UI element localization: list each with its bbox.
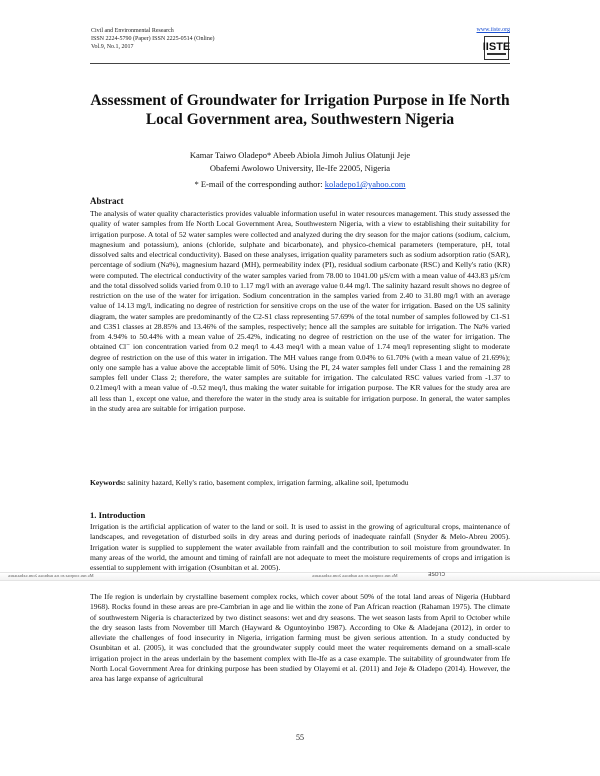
paper-title: Assessment of Groundwater for Irrigation Purpose in Ife North Local Government area, Southwestern Nigeria: [90, 92, 510, 128]
paper-affiliation: Obafemi Awolowo University, Ile-Ife 22005, Nigeria: [209, 163, 391, 173]
email-link[interactable]: koladepo1@yahoo.com: [324, 179, 406, 189]
logo-bar: [487, 53, 506, 55]
page-number: 55: [296, 733, 304, 742]
introduction-paragraph-2: The Ife region is underlain by crystalline basement complex rocks, which cover about 50% of the total land areas of Nigeria (Hubbard 1968). Rocks found in these areas are pre-Cambrian in age and lie within the zone of Pan African reaction (Rahaman 1975). The climate of southwestern Nigeria is characterized by two distinct seasons: wet and dry seasons. The wet season lasts from April to October while the dry season lasts from November till March (Hayward & Oguntoyinbo 1987). According to Oke & Aladejana (2012), in order to alleviate the challenges of food insecurity in Nigeria, irrigation farming must be given serious attention. In a study conducted by Osunbitan et al. (2005), it was concluded that the groundwater supply could meet the water requirements demand on a small-scale irrigation project in the areas underlain by the basement complex with Ile-Ife as a case example. The suitability of groundwater from Ife North Local Government Area for drinking purpose has been studied by Olayemi et al. (2011) and Jeje & Oladepo (2014). However, the area has large expanse of agricultural: [90, 592, 510, 683]
email-label: * E-mail of the corresponding author:: [194, 179, 323, 189]
corresponding-email: [90, 179, 510, 190]
logo-text: IISTE: [482, 40, 511, 53]
cookie-close-button[interactable]: ƎSOꞀƆ: [428, 572, 445, 578]
journal-volume: Vol.9, No.1, 2017: [91, 44, 134, 50]
journal-header: [91, 27, 215, 51]
header-divider: [90, 63, 510, 64]
iiste-logo: [484, 36, 509, 60]
journal-name: Civil and Environmental Research: [91, 28, 174, 34]
website-link[interactable]: www.iiste.org: [476, 27, 510, 33]
keywords-label: Keywords:: [90, 478, 126, 487]
introduction-heading: 1. Introduction: [90, 510, 146, 520]
introduction-paragraph-1: Irrigation is the artificial application of water to the land or soil. It is used to assist in the growing of agricultural crops, maintenance of landscapes, and revegetation of disturbed soils in dry areas and during periods of inadequate rainfall (Snyder & Melo-Abreu 2005). Irrigation water is supplied to supplement the water available from rainfall and the contribution to soil moisture from groundwater. In many areas of the world, the amount and timing of rainfall are not adequate to meet the moisture requirements of crops and irrigation is essential to supplement with irrigation (Osunbitan et al. 2005).: [90, 522, 510, 572]
cookie-banner-text: ǝɔuǝıɹǝdxǝ ɹnoʎ ǝʌoɹdɯı ǝʍ os sǝıʞooɔ ǝsn ǝM: [8, 573, 94, 578]
cookie-banner-text-secondary: ǝɔuǝıɹǝdxǝ ɹnoʎ ǝʌoɹdɯı ǝʍ os sǝıʞooɔ ǝsn ǝM: [312, 573, 398, 578]
journal-issn: ISSN 2224-5790 (Paper) ISSN 2225-0514 (Online): [91, 36, 215, 42]
keywords-text: salinity hazard, Kelly's ratio, basement complex, irrigation farming, alkaline soil, Ipetumodu: [127, 478, 409, 487]
paper-authors: Kamar Taiwo Oladepo* Abeeb Abiola Jimoh Julius Olatunji Jeje: [189, 150, 411, 160]
abstract-heading: Abstract: [90, 196, 124, 206]
abstract-text: The analysis of water quality characteristics provides valuable information useful in water resources management. This study assessed the quality of water samples from Ife North Local Government Area, Southwestern Nigeria, with a view to establishing their suitability for irrigation purpose. A total of 52 water samples were collected and analyzed during the dry season for the major cations (sodium, calcium, magnesium and potassium), anions (chloride, sulphate and bicarbonate), and physico-chemical parameters (temperature, pH, total dissolved salts and electrical conductivity). Based on these analyses, irrigation quality parameters such as sodium adsorption ratio (SAR), percentage of sodium (Na%), magnesium hazard (MH), permeability index (PI), residual sodium carbonate (RSC) and Kelly's ratio (KR) were computed. The electrical conductivity of the water samples varied from 78.00 to 1041.00 µS/cm with a mean value of 443.83 µS/cm and the total dissolved solids varied from 0.10 to 1.17 mg/l with an average value 0.44 mg/l. The salinity hazard result shows no degree of restriction on the use of the water for irrigation. Sodium concentration in the samples varied from 2.40 to 31.80 mg/l with an average value of 14.13 mg/l, indicating no degree of restriction for sensitive crops on the use of the water for irrigation. Based on the US salinity diagram, the water samples are predominantly of the C2-S1 class representing 57.69% of the total number of samples followed by C1-S1 and C3S1 classes at 28.85% and 13.46% of the samples, respectively; hence all the samples are suitable for irrigation. The Na% varied from 4.94% to 50.44% with a mean value of 25.42%, indicating no degree of restriction on the use of the water for irrigation. The obtained Cl⁻ ion concentration varied from 0.2 meq/l to 4.43 meq/l with a mean value of 1.74 meq/l representing slight to moderate degree of restriction on the use of this water in irrigation. The MH values range from 0.04% to 61.70% (with a mean value of 21.69%); only one sample has a value above the acceptable limit of 50%. Using the PI, 24 water samples fell under Class 1 and the remaining 28 samples fell under Class 2; therefore, the water samples are suitable for irrigation. The calculated RSC values varied from -1.37 to 0.21meq/l with a mean value of -0.52 meq/l, thus making the water suitable for irrigation purpose. The KR values for the study area are all less than 1, except one value, and therefore the water in the study area is suitable for irrigation purpose. In general, the water samples in the study area are suitable for irrigation purpose.: [90, 209, 510, 413]
keywords: [90, 478, 510, 488]
